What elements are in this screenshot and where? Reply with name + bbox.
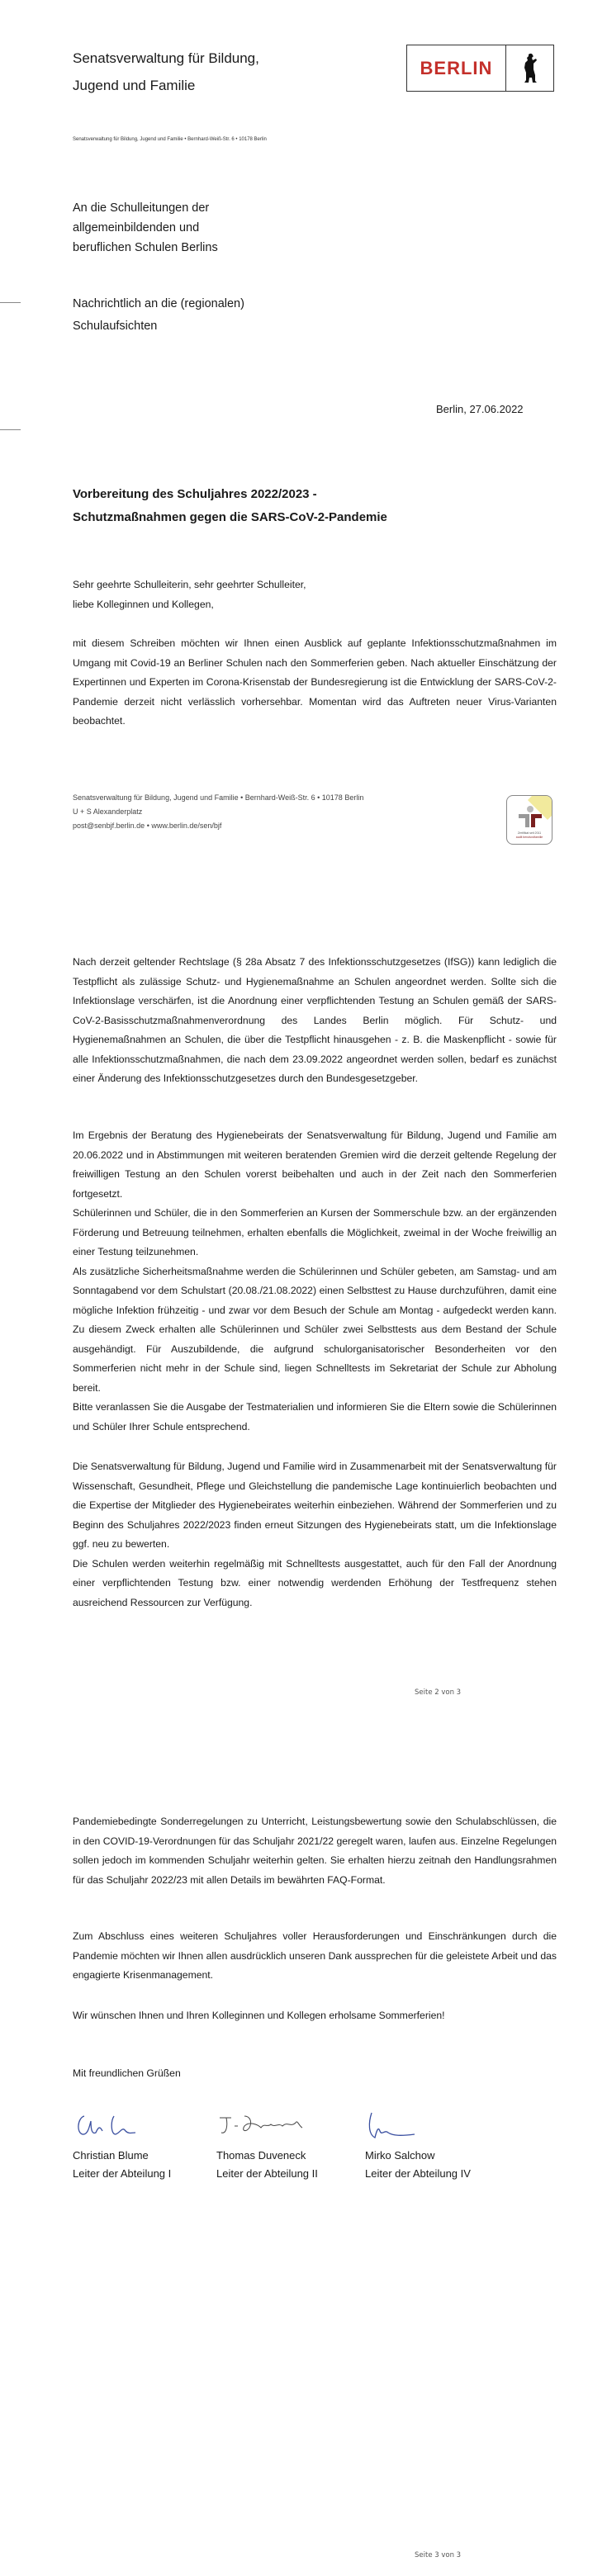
audit-berufundfamilie-certificate (506, 795, 552, 845)
recipient-line: allgemeinbildenden und (73, 221, 200, 234)
body-paragraph-6 (73, 1927, 557, 1986)
paragraph-text: Im Ergebnis der Beratung des Hygienebeirats der Senatsverwaltung für Bildung, Jugend und Familie am 20.06.2022 und in Abstimmungen mit weiteren beratenden Gremien wird die derzeit geltende Regelung der freiwilligen Testung an den Schulen vorerst beibehalten und auch in der Zeit nach den Sommerferien fortgesetzt. (73, 1129, 557, 1200)
fold-mark (0, 302, 21, 303)
subject-line2: Schutzmaßnahmen gegen die SARS-CoV-2-Pandemie (73, 510, 387, 524)
cc-recipient (73, 293, 244, 338)
cert-text-line: Zertifikat seit 2011 (517, 831, 542, 835)
org-name (73, 45, 259, 99)
footer-line: U + S Alexanderplatz (73, 807, 143, 816)
letter-date: Berlin, 27.06.2022 (436, 403, 524, 415)
paragraph-text: Schülerinnen und Schüler, die in den Sommerferien an Kursen der Sommerschule bzw. an der ergänzenden Förderung und Betreuung teilnehmen, erhalten ebenfalls die Möglichkeit, zweimal in der Woche freiwillig an einer Testung teilzunehmen. (73, 1207, 557, 1257)
org-name-line1: Senatsverwaltung für Bildung, (73, 50, 259, 66)
logo-wordmark: BERLIN (407, 45, 506, 91)
page-number: Seite 2 von 3 (415, 1688, 462, 1697)
cert-text-line: audit berufundfamilie (515, 836, 543, 839)
paragraph-text: Bitte veranlassen Sie die Ausgabe der Testmaterialien und informieren Sie die Eltern sowie die Schülerinnen und Schüler Ihrer Schule entsprechend. (73, 1401, 557, 1432)
salutation-line2: liebe Kolleginnen und Kollegen, (73, 598, 214, 610)
recipient-line: An die Schulleitungen der (73, 201, 210, 215)
cert-caption (507, 831, 552, 840)
body-paragraph-2 (73, 953, 557, 1089)
salutation (73, 575, 557, 614)
signatory-name: Thomas Duveneck (216, 2149, 306, 2162)
berlin-logo (406, 45, 554, 92)
cert-logo-icon (519, 804, 542, 829)
fold-mark (0, 429, 21, 430)
footer-line: Senatsverwaltung für Bildung, Jugend und Familie • Bernhard-Weiß-Str. 6 • 10178 Berlin (73, 793, 364, 802)
paragraph-text: Als zusätzliche Sicherheitsmaßnahme werden die Schülerinnen und Schüler gebeten, am Samstag- und am Sonntagabend vor dem Schulstart (20.08./21.08.2022) einen Selbsttest zu Hause durchzuführen, damit eine mögliche Infektion frühzeitig - und zwar vor dem Besuch der Schule am Montag - aufgedeckt werden kann. Zu diesem Zweck erhalten alle Schülerinnen und Schüler zwei Selbsttests aus dem Bestand der Schule ausgehändigt. Für Auszubildende, die aufgrund schulorganisatorischer Besonderheiten vor den Sommerferien nicht mehr in der Schule sind, liegen Schnelltests im Sekretariat der Schule zur Abholung bereit. (73, 1265, 557, 1394)
signatory-2 (216, 2110, 365, 2183)
paragraph-text: Zum Abschluss eines weiteren Schuljahres voller Herausforderungen und Einschränkungen durch die Pandemie möchten wir Ihnen allen ausdrücklich unseren Dank aussprechen für die geleistete Arbeit und das engagierte Krisenmanagement. (73, 1930, 557, 1981)
paragraph-text: Die Schulen werden weiterhin regelmäßig mit Schnelltests ausgestattet, auch für den Fall der Anordnung einer verpflichtenden Testung bzw. einer notwendig werdenden Erhöhung der Testfrequenz stehen ausreichend Ressourcen zur Verfügung. (73, 1557, 557, 1608)
body-paragraph-7 (73, 2006, 557, 2026)
sender-return-address: Senatsverwaltung für Bildung, Jugend und Familie • Bernhard-Weiß-Str. 6 • 10178 Berlin (73, 137, 267, 142)
page-number: Seite 3 von 3 (415, 2551, 462, 2559)
salutation-line1: Sehr geehrte Schulleiterin, sehr geehrter Schulleiter, (73, 579, 306, 590)
signature-icon (365, 2110, 423, 2143)
paragraph-text: Nach derzeit geltender Rechtslage (§ 28a Absatz 7 des Infektionsschutzgesetzes (IfSG)) kann lediglich die Testpflicht als zulässige Schutz- und Hygienemaßnahme an Schulen angeordnet werden. Sollte sich die Infektionslage verschärfen, ist die Anordnung einer verpflichtenden Testung an Schulen gemäß der SARS-CoV-2-Basisschutzmaßnahmenverordnung des Landes Berlin möglich. Für Schutz- und Hygienemaßnahmen an Schulen, die über die Testpflicht hinausgehen - z. B. die Maskenpflicht - sowie für alle Infektionsschutzmaßnahmen, die nach dem 23.09.2022 angeordnet werden sollen, bedarf es zunächst einer Änderung des Infektionsschutzgesetzes durch den Bundesgesetzgeber. (73, 956, 557, 1084)
signatory-role: Leiter der Abteilung IV (365, 2167, 471, 2180)
subject-line1: Vorbereitung des Schuljahres 2022/2023 - (73, 487, 317, 501)
signatory-role: Leiter der Abteilung II (216, 2167, 318, 2180)
signature-icon (73, 2110, 147, 2143)
cc-line: Nachrichtlich an die (regionalen) (73, 297, 244, 310)
body-paragraph-5 (73, 1812, 557, 1890)
body-paragraph-1 (73, 634, 557, 732)
footer-contact: post@senbjf.berlin.de • www.berlin.de/sen/bjf (73, 822, 222, 830)
signature-icon (216, 2110, 315, 2143)
paragraph-text: mit diesem Schreiben möchten wir Ihnen einen Ausblick auf geplante Infektionsschutzmaßnahmen im Umgang mit Covid-19 an Berliner Schulen nach den Sommerferien geben. Nach aktueller Einschätzung der Expertinnen und Experten im Corona-Krisenstab der Bundesregierung ist die Entwicklung der SARS-CoV-2-Pandemie derzeit nicht verlässlich vorhersehbar. Momentan wird das Auftreten neuer Virus-Varianten beobachtet. (73, 637, 557, 727)
signatory-1 (73, 2110, 221, 2183)
signatory-3 (365, 2110, 514, 2183)
page-footer-address (73, 791, 363, 833)
berlin-bear-icon (506, 45, 553, 91)
org-name-line2: Jugend und Familie (73, 78, 196, 93)
signatory-name: Christian Blume (73, 2149, 149, 2162)
paragraph-text: Die Senatsverwaltung für Bildung, Jugend und Familie wird in Zusammenarbeit mit der Senatsverwaltung für Wissenschaft, Gesundheit, Pflege und Gleichstellung die pandemische Lage kontinuierlich beobachten und die Expertise der Mitglieder des Hygienebeirates weiterhin einbeziehen. Während der Sommerferien und zu Beginn des Schuljahres 2022/2023 finden erneut Sitzungen des Hygienebeirats statt, um die Infektionslage ggf. neu zu bewerten. (73, 1461, 557, 1550)
letter-subject (73, 483, 387, 529)
body-paragraph-3 (73, 1126, 557, 1437)
cc-line: Schulaufsichten (73, 320, 158, 333)
signatory-role: Leiter der Abteilung I (73, 2167, 172, 2180)
paragraph-text: Wir wünschen Ihnen und Ihren Kolleginnen und Kollegen erholsame Sommerferien! (73, 2010, 445, 2021)
recipient-line: beruflichen Schulen Berlins (73, 241, 218, 254)
recipient-address (73, 198, 218, 258)
paragraph-text: Pandemiebedingte Sonderregelungen zu Unterricht, Leistungsbewertung sowie den Schulabschlüssen, die in den COVID-19-Verordnungen für das Schuljahr 2021/22 geregelt waren, laufen aus. Einzelne Regelungen sollen jedoch im kommenden Schuljahr weiterhin gelten. Sie erhalten hierzu zeitnah den Handlungsrahmen für das Schuljahr 2022/23 mit allen Details im bewährten FAQ-Format. (73, 1816, 557, 1886)
closing-text: Mit freundlichen Grüßen (73, 2067, 181, 2079)
closing-greeting (73, 2064, 557, 2084)
body-paragraph-4 (73, 1457, 557, 1612)
signatory-name: Mirko Salchow (365, 2149, 435, 2162)
